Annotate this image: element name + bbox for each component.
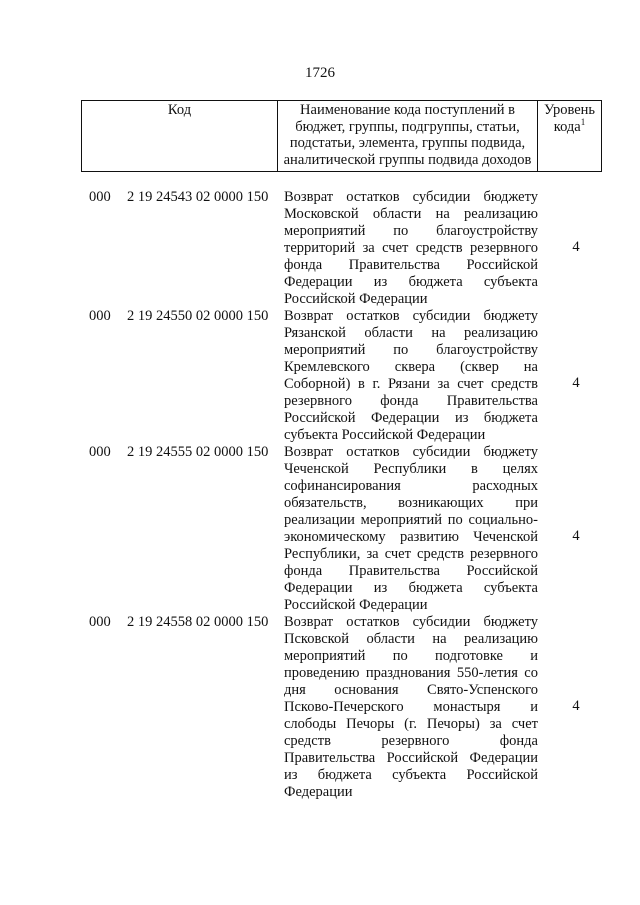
- description-line: Федерации: [284, 784, 353, 800]
- table-row: [0, 444, 640, 614]
- description-line: субъекта Российской Федерации: [284, 427, 486, 443]
- page-number: 1726: [305, 65, 335, 81]
- header-level: [538, 101, 602, 172]
- row-description: [284, 614, 538, 801]
- row-code: 2 19 24550 02 0000 150: [127, 308, 269, 324]
- description-line: Псково-Печерского монастыря и: [284, 699, 538, 715]
- row-description: [284, 444, 538, 614]
- row-code: 2 19 24558 02 0000 150: [127, 614, 269, 630]
- table-header: [81, 100, 602, 172]
- description-line: Соборной) в г. Рязани за счет средств: [284, 376, 538, 392]
- header-level-line: Уровень: [543, 102, 596, 118]
- table-row: [0, 189, 640, 308]
- description-line: экономическому развитию Чеченской: [284, 529, 538, 545]
- description-line: резервного фонда Правительства: [284, 393, 538, 409]
- row-level: 4: [572, 239, 580, 255]
- description-line: Возврат остатков субсидии бюджету: [284, 614, 538, 630]
- description-line: Республики, за счет средств резервного: [284, 546, 538, 562]
- table-body: [0, 189, 640, 801]
- description-line: Псковской области на реализацию: [284, 631, 538, 647]
- description-line: фонда Правительства Российской: [284, 563, 538, 579]
- description-line: фонда Правительства Российской: [284, 257, 538, 273]
- row-code: 2 19 24555 02 0000 150: [127, 444, 269, 460]
- description-line: территорий за счет средств резервного: [284, 240, 538, 256]
- row-prefix: 000: [89, 444, 111, 460]
- description-line: мероприятий по благоустройству: [284, 223, 538, 239]
- row-level: 4: [572, 528, 580, 544]
- description-line: дня основания Свято-Успенского: [284, 682, 538, 698]
- description-line: Правительства Российской Федерации: [284, 750, 538, 766]
- table-row: [0, 308, 640, 444]
- row-prefix: 000: [89, 614, 111, 630]
- description-line: обязательств, возникающих при: [284, 495, 538, 511]
- row-prefix: 000: [89, 308, 111, 324]
- description-line: Московской области на реализацию: [284, 206, 538, 222]
- row-code: 2 19 24543 02 0000 150: [127, 189, 269, 205]
- header-name-line: Наименование кода поступлений в: [300, 102, 515, 118]
- description-line: Федерации из бюджета субъекта: [284, 580, 538, 596]
- description-line: Российской Федерации: [284, 597, 428, 613]
- description-line: Чеченской Республики в целях: [284, 461, 538, 477]
- header-name-line: подстатьи, элемента, группы подвида,: [289, 135, 526, 151]
- header-level-word: кода: [553, 118, 581, 135]
- row-prefix: 000: [89, 189, 111, 205]
- header-code-label: Код: [167, 102, 192, 118]
- description-line: Российской Федерации: [284, 291, 428, 307]
- description-line: Возврат остатков субсидии бюджету: [284, 444, 538, 460]
- description-line: мероприятий по подготовке и: [284, 648, 538, 664]
- description-line: мероприятий по благоустройству: [284, 342, 538, 358]
- table-row: [0, 614, 640, 801]
- header-name-line: бюджет, группы, подгруппы, статьи,: [295, 118, 520, 135]
- description-line: реализации мероприятий по социально-: [284, 512, 538, 528]
- description-line: Федерации из бюджета субъекта: [284, 274, 538, 290]
- footnote-marker: 1: [580, 116, 586, 127]
- header-level-line-2: [540, 116, 599, 136]
- description-line: из бюджета субъекта Российской: [284, 767, 538, 783]
- description-line: средств резервного фонда: [284, 733, 538, 749]
- row-level: 4: [572, 375, 580, 391]
- header-name: [278, 101, 538, 172]
- description-line: слободы Печоры (г. Печоры) за счет: [284, 716, 538, 732]
- header-name-line: аналитической группы подвида доходов: [283, 151, 532, 168]
- description-line: Российской Федерации из бюджета: [284, 410, 538, 426]
- description-line: Возврат остатков субсидии бюджету: [284, 189, 538, 205]
- description-line: Рязанской области на реализацию: [284, 325, 538, 341]
- row-description: [284, 189, 538, 308]
- row-description: [284, 308, 538, 444]
- description-line: софинансирования расходных: [284, 478, 538, 494]
- header-code: [82, 101, 278, 172]
- description-line: проведению празднования 550-летия со: [284, 665, 538, 681]
- description-line: Возврат остатков субсидии бюджету: [284, 308, 538, 324]
- description-line: Кремлевского сквера (сквер на: [284, 359, 538, 375]
- row-level: 4: [572, 698, 580, 714]
